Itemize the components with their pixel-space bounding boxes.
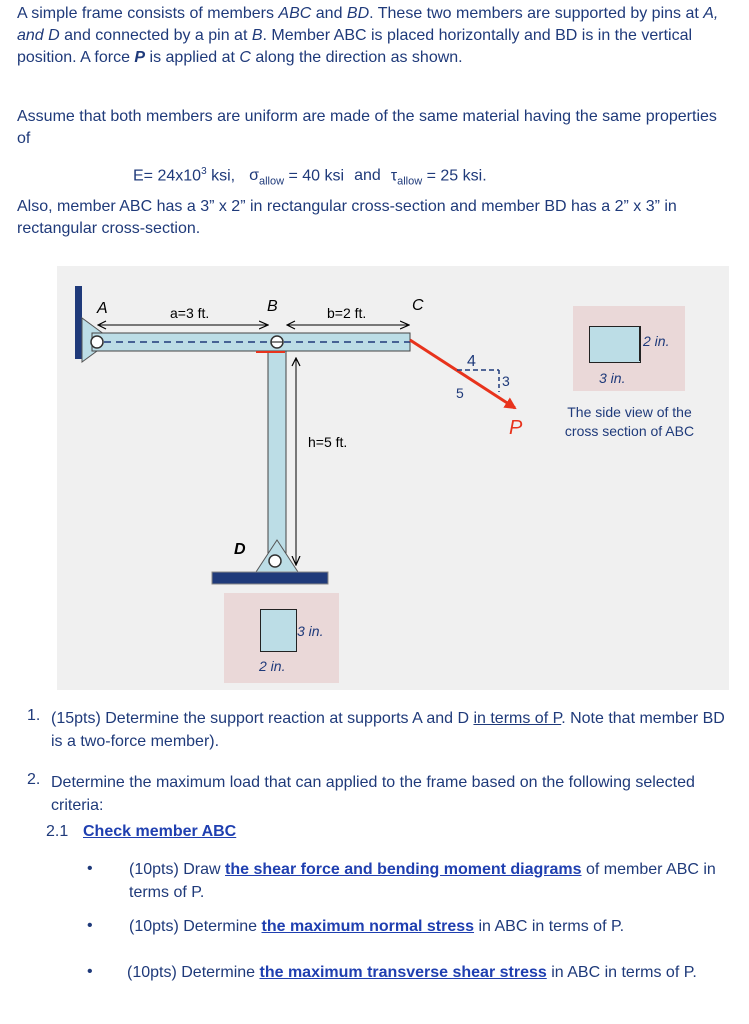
intro-text: . These two members are supported by pins at — [369, 5, 704, 22]
prop-and: and — [354, 167, 381, 185]
bullet-3-marker: • — [87, 963, 93, 980]
slope-label-5: 5 — [456, 385, 464, 401]
abc-section-width-label: 3 in. — [599, 370, 626, 386]
wall-support-a — [75, 286, 82, 359]
intro-point-c: C — [239, 49, 251, 66]
intro-text: along the direction as shown. — [250, 49, 463, 66]
bullet-3 — [127, 961, 727, 984]
b2-strong: the maximum normal stress — [261, 918, 475, 935]
pin-d — [269, 555, 281, 567]
b2-text: (10pts) Determine — [129, 918, 262, 935]
prop-sigma-value: = 40 ksi — [284, 167, 345, 185]
intro-pin-b: B — [251, 27, 263, 44]
intro-text: . Member ABC is placed horizontally and BD is in the vertical position. A force — [17, 27, 693, 66]
q1-underlined: in terms of P — [473, 710, 562, 727]
bullet-1 — [129, 858, 729, 904]
prop-tau-sub: allow — [397, 175, 423, 188]
label-d: D — [234, 541, 246, 558]
abc-section-caption — [552, 403, 707, 441]
abc-cross-section-rect — [589, 326, 641, 363]
ground-support-d — [212, 572, 328, 584]
label-dimension-a: a=3 ft. — [170, 305, 210, 321]
label-a: A — [97, 300, 108, 317]
intro-paragraph-3: Also, member ABC has a 3” x 2” in rectangular cross-section and member BD has a 2” x 3” in rectangular cross-section. — [17, 198, 677, 237]
bullet-1-marker: • — [87, 860, 93, 877]
intro-force-p: P — [134, 49, 146, 66]
pin-a — [91, 336, 103, 348]
prop-e-label: E= 24x10 — [133, 167, 202, 185]
bd-cross-section-panel — [224, 593, 339, 683]
b3-text: (10pts) Determine — [127, 964, 260, 981]
prop-sigma-sub: allow — [258, 175, 285, 188]
prop-tau-symbol: τ — [390, 167, 398, 185]
abc-caption-line-2: cross section of ABC — [564, 423, 695, 439]
intro-paragraph-2: Assume that both members are uniform are made of the same material having the same properties of — [17, 108, 717, 147]
prop-sigma-symbol: σ — [249, 167, 259, 185]
b3-text-end: in ABC in terms of P. — [546, 964, 697, 981]
bullet-2 — [129, 915, 729, 938]
bd-section-height-label: 3 in. — [297, 623, 324, 639]
intro-pins-ad: A, and D — [17, 5, 719, 44]
label-b: B — [267, 298, 278, 315]
prop-e-unit: ksi, — [206, 167, 236, 185]
question-1-number: 1. — [27, 707, 41, 724]
bd-cross-section-rect — [260, 609, 297, 652]
intro-text: and — [311, 5, 347, 22]
label-dimension-h: h=5 ft. — [308, 434, 348, 450]
b3-strong: the maximum transverse shear stress — [259, 964, 547, 981]
intro-text: is applied at — [145, 49, 240, 66]
bd-section-width-label: 2 in. — [259, 658, 286, 674]
b1-text-end: of member ABC in terms of P. — [129, 861, 716, 901]
intro-text: and connected by a pin at — [59, 27, 252, 44]
abc-section-height-label: 2 in. — [643, 333, 670, 349]
question-2: Determine the maximum load that can applied to the frame based on the following selected criteria: — [51, 774, 695, 814]
slope-label-3: 3 — [502, 373, 510, 389]
intro-member-abc: ABC — [278, 5, 312, 22]
intro-text: A simple frame consists of members — [17, 5, 279, 22]
question-2-number: 2. — [27, 771, 41, 788]
question-2-1: Check member ABC — [83, 823, 237, 840]
label-c: C — [412, 297, 424, 314]
question-1 — [51, 707, 731, 753]
b2-text-end: in ABC in terms of P. — [474, 918, 625, 935]
label-dimension-b: b=2 ft. — [327, 305, 367, 321]
slope-label-4: 4 — [467, 353, 476, 370]
member-bd — [268, 351, 286, 563]
q1-text-end: . Note that member BD is a two-force member). — [51, 710, 725, 750]
label-force-p: P — [509, 417, 523, 439]
prop-tau-value: = 25 ksi. — [422, 167, 487, 185]
prop-e-exponent: 3 — [201, 166, 207, 177]
b1-strong: the shear force and bending moment diagrams — [225, 861, 582, 878]
abc-section-height-line — [639, 326, 640, 361]
q1-text: (15pts) Determine the support reaction at supports A and D — [51, 710, 474, 727]
b1-text: (10pts) Draw — [129, 861, 226, 878]
abc-cross-section-panel — [573, 306, 685, 391]
intro-member-bd: BD — [346, 5, 370, 22]
bullet-2-marker: • — [87, 917, 93, 934]
abc-caption-line-1: The side view of the — [567, 404, 692, 420]
question-2-1-number: 2.1 — [46, 823, 69, 840]
